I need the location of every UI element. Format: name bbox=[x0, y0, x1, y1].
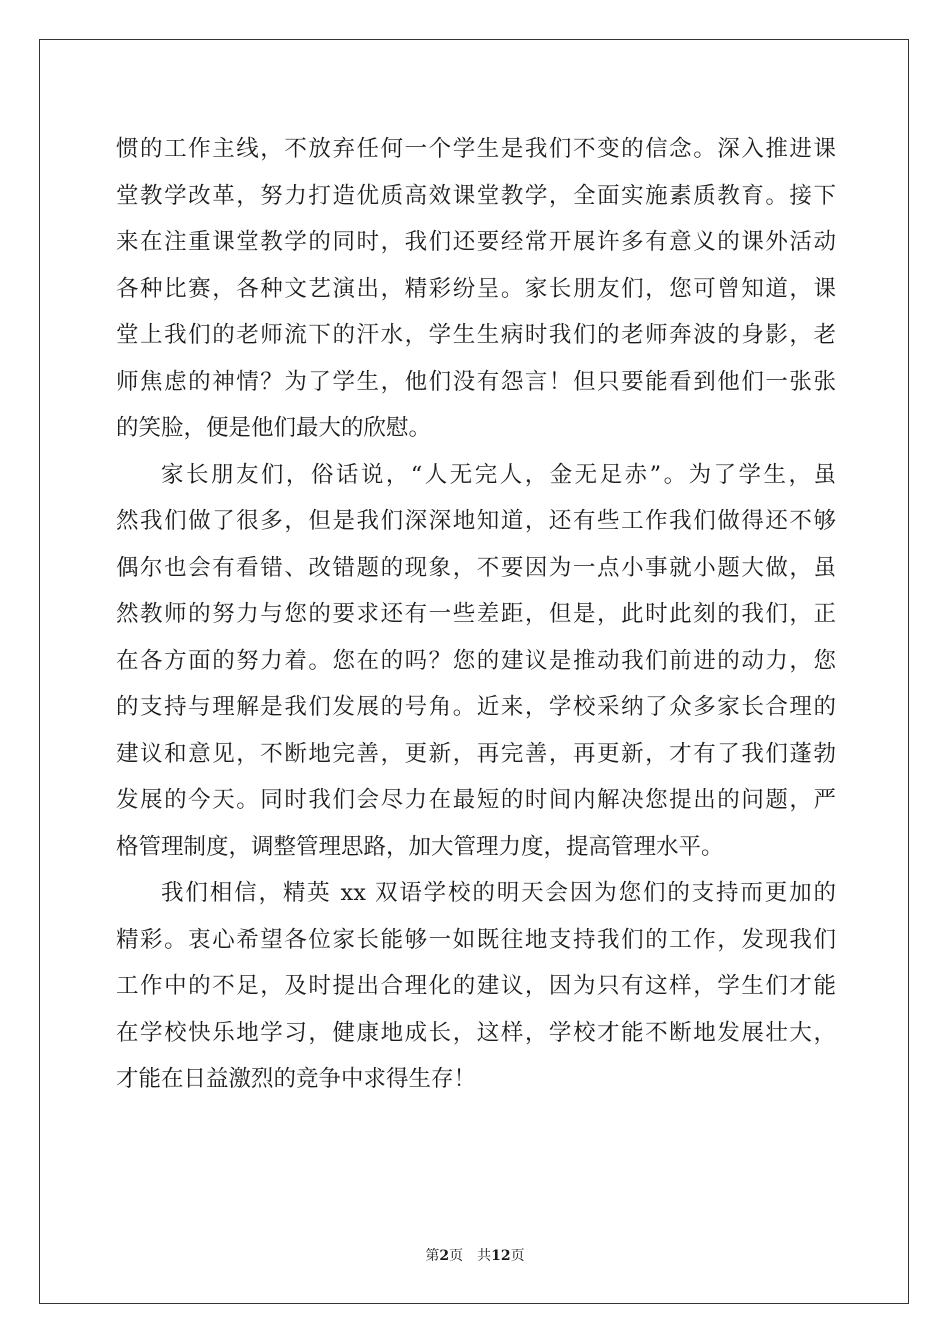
text-line: 工作中的不足，及时提出合理化的建议，因为只有这样，学生们才能 bbox=[116, 973, 836, 999]
paragraph-1 bbox=[116, 126, 836, 452]
text-line: 建议和意见，不断地完善，更新，再完善，再更新，才有了我们蓬勃 bbox=[116, 740, 836, 767]
total-pages: 12 bbox=[491, 1248, 511, 1264]
text-line: 在各方面的努力着。您在的吗？您的建议是推动我们前进的动力，您 bbox=[116, 647, 836, 674]
page-number: 2 bbox=[439, 1248, 450, 1264]
text-line: 精彩。衷心希望各位家长能够一如既往地支持我们的工作，发现我们 bbox=[116, 926, 836, 953]
text-line: 才能在日益激烈的竞争中求得生存！ bbox=[116, 1066, 477, 1092]
total-suffix: 页 bbox=[510, 1248, 525, 1264]
text-line: 发展的今天。同时我们会尽力在最短的时间内解决您提出的问题，严 bbox=[116, 787, 836, 813]
text-line: 然我们做了很多，但是我们深深地知道，还有些工作我们做得还不够 bbox=[116, 508, 836, 534]
text-line: 师焦虑的神情？为了学生，他们没有怨言！但只要能看到他们一张张 bbox=[116, 368, 836, 395]
total-prefix: 共 bbox=[477, 1248, 492, 1264]
page-footer bbox=[0, 1247, 950, 1265]
text-line: 在学校快乐地学习，健康地成长，这样，学校才能不断地发展壮大， bbox=[116, 1019, 836, 1046]
text-line: 然教师的努力与您的要求还有一些差距，但是，此时此刻的我们，正 bbox=[116, 601, 836, 627]
paragraph-3 bbox=[116, 870, 836, 1103]
text-line: 家长朋友们，俗话说，“人无完人，金无足赤”。为了学生，虽 bbox=[161, 461, 836, 488]
text-line: 各种比赛，各种文艺演出，精彩纷呈。家长朋友们，您可曾知道，课 bbox=[116, 275, 836, 302]
paragraph-2 bbox=[116, 452, 836, 871]
document-body bbox=[116, 126, 836, 1103]
text-line: 堂上我们的老师流下的汗水，学生生病时我们的老师奔波的身影，老 bbox=[116, 322, 836, 348]
page-suffix: 页 bbox=[449, 1248, 464, 1264]
text-line: 格管理制度，调整管理思路，加大管理力度，提高管理水平。 bbox=[116, 833, 724, 860]
text-line: 偶尔也会有看错、改错题的现象，不要因为一点小事就小题大做，虽 bbox=[116, 554, 836, 581]
text-line: 堂教学改革，努力打造优质高效课堂教学，全面实施素质教育。接下 bbox=[116, 182, 836, 209]
text-line: 的支持与理解是我们发展的号角。近来，学校采纳了众多家长合理的 bbox=[116, 694, 836, 720]
text-line: 惯的工作主线，不放弃任何一个学生是我们不变的信念。深入推进课 bbox=[116, 136, 836, 162]
text-line: 的笑脸，便是他们最大的欣慰。 bbox=[116, 415, 432, 441]
page-prefix: 第 bbox=[425, 1248, 440, 1264]
text-line: 我们相信，精英 xx 双语学校的明天会因为您们的支持而更加的 bbox=[161, 880, 836, 906]
text-line: 来在注重课堂教学的同时，我们还要经常开展许多有意义的课外活动 bbox=[116, 229, 836, 255]
